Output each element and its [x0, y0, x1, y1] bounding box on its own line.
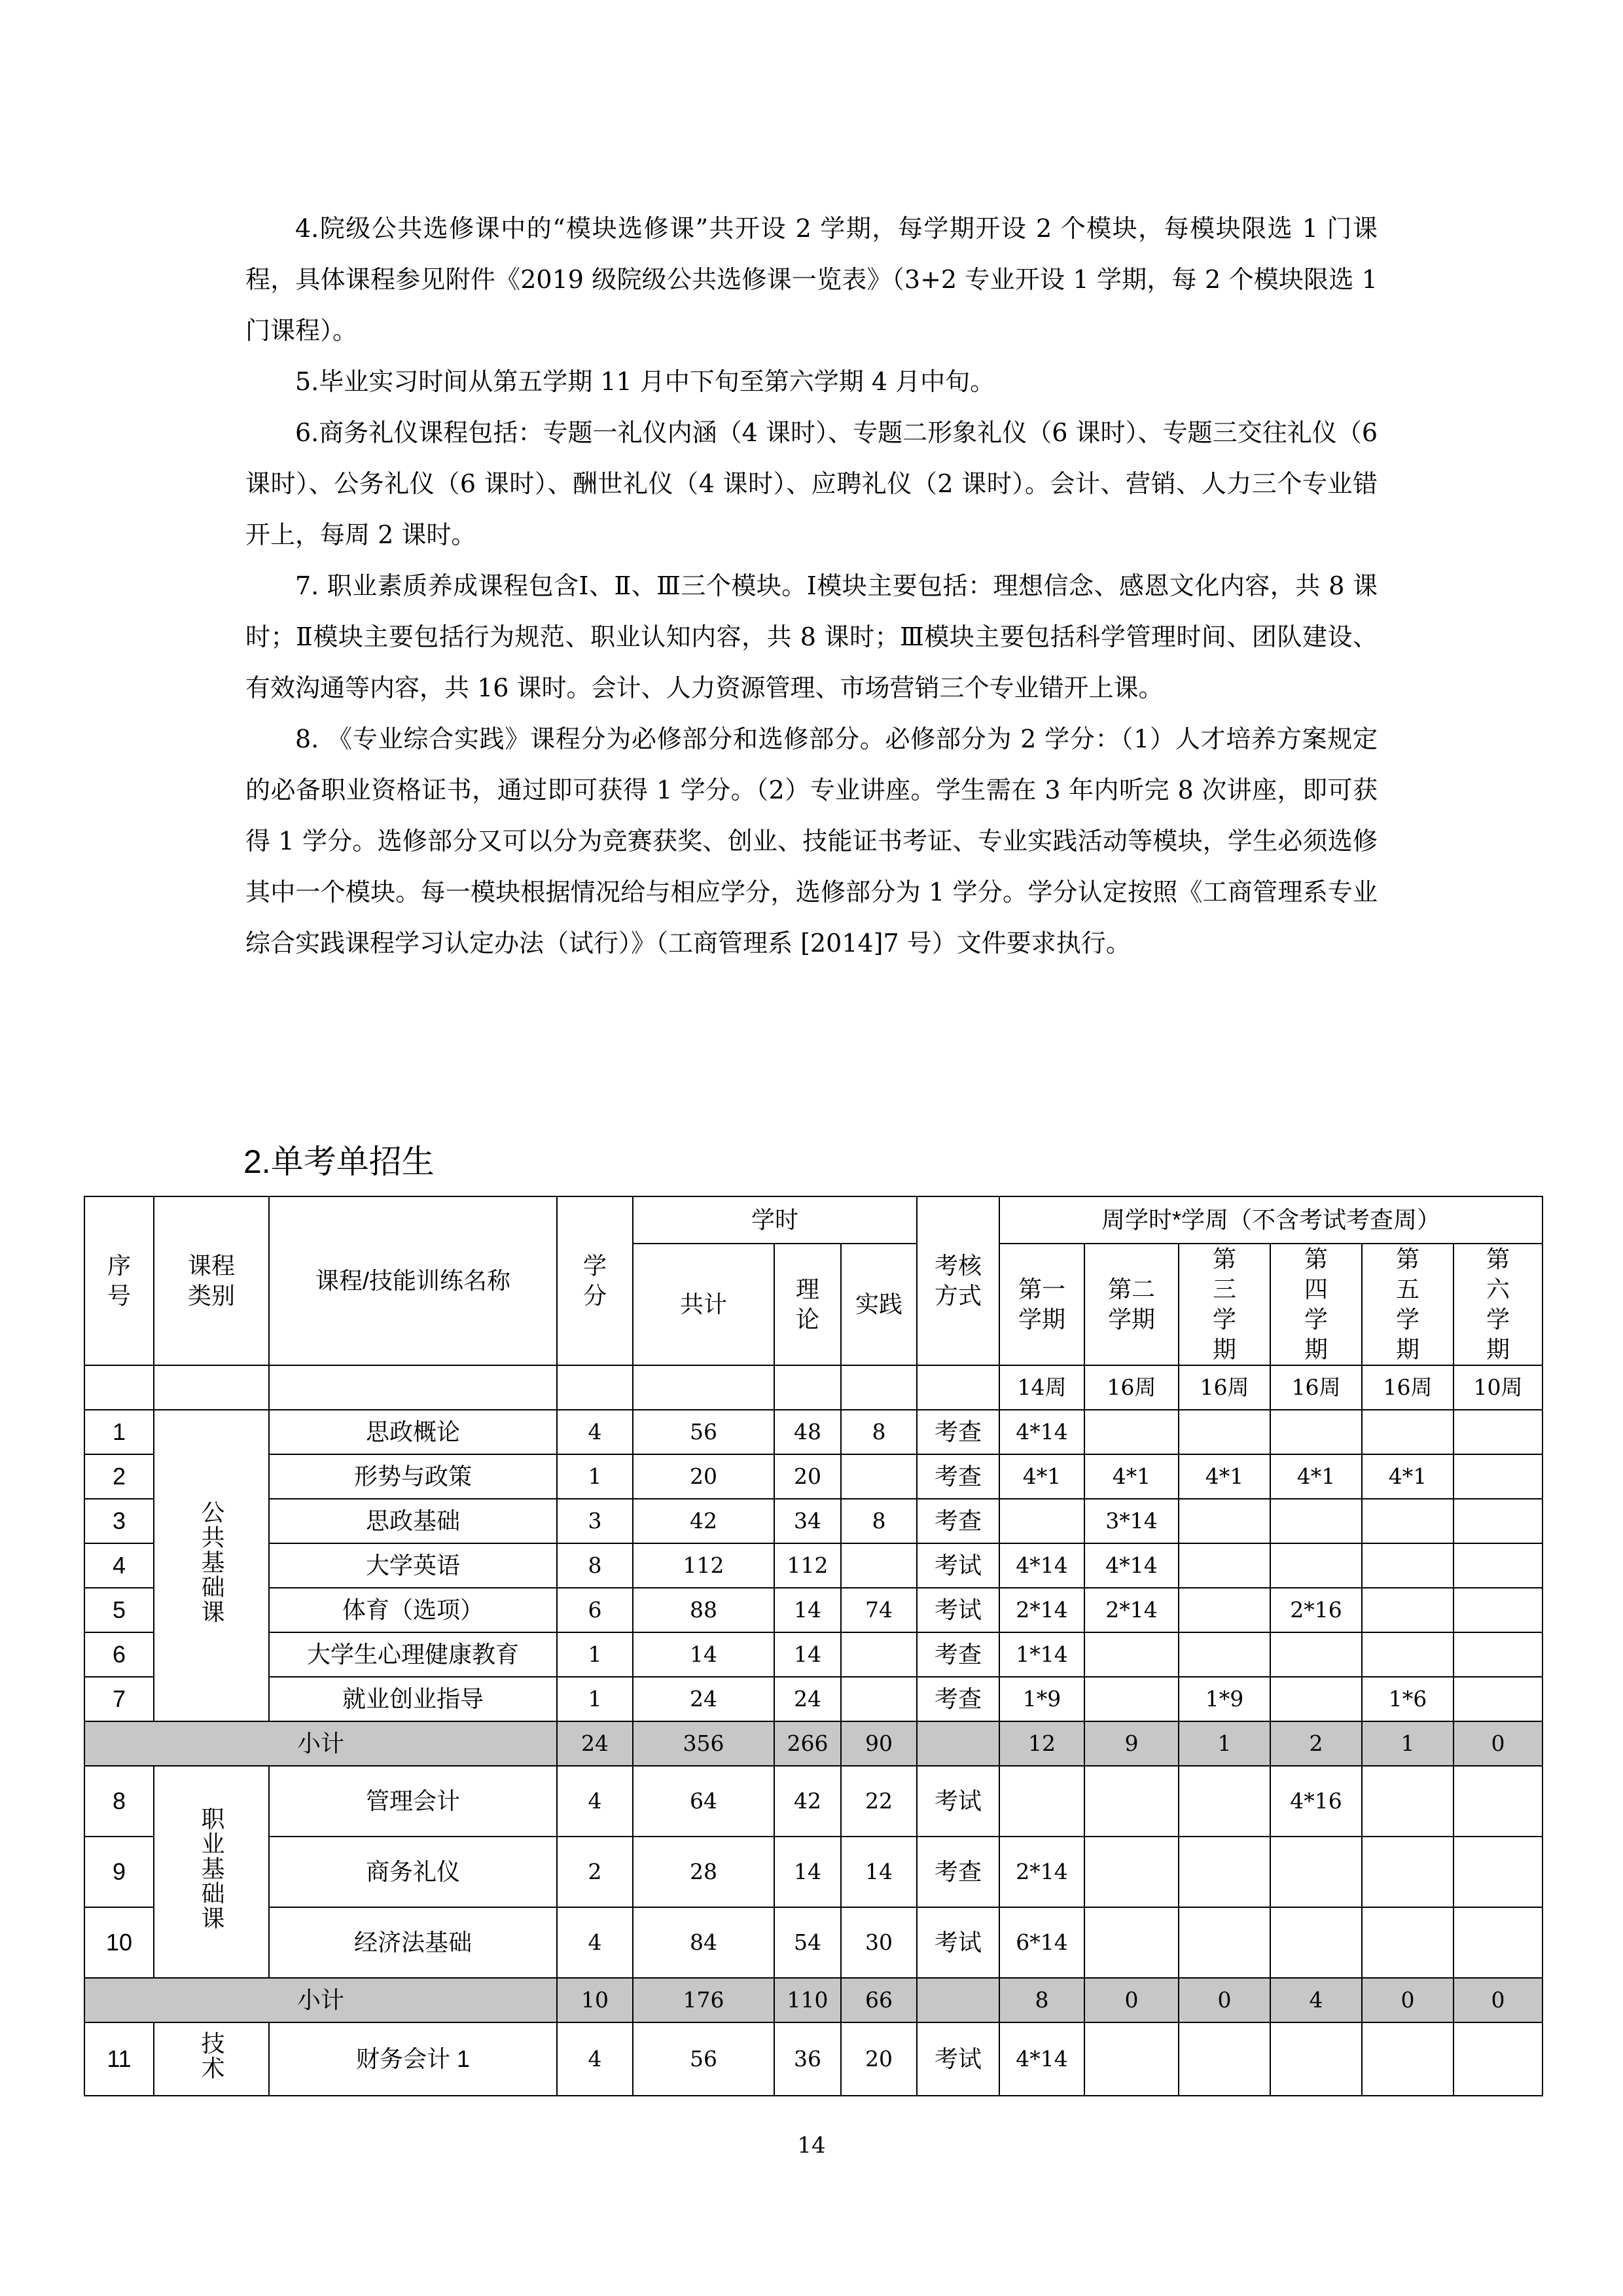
row-seq: 10	[84, 1907, 154, 1978]
semester-1-cell: 4*14	[999, 2022, 1084, 2096]
note-7: 7. 职业素质养成课程包含Ⅰ、Ⅱ、Ⅲ三个模块。Ⅰ模块主要包括：理想信念、感恩文化内容，共 8 课时；Ⅱ模块主要包括行为规范、职业认知内容，共 8 课时；Ⅲ模块主要包括科学管理时间、团队建设、有效沟通等内容，共 16 课时。会计、人力资源管理、市场营销三个专业错开上课。	[245, 571, 1378, 702]
course-name: 形势与政策	[269, 1454, 557, 1499]
semester-6-cell	[1454, 1677, 1543, 1721]
table-row	[84, 1907, 1543, 1978]
semester-6-cell	[1454, 1499, 1543, 1543]
semester-5-cell: 4*1	[1362, 1454, 1454, 1499]
subtotal-credit: 24	[557, 1721, 633, 1766]
semester-1-cell: 2*14	[999, 1588, 1084, 1632]
subtotal-semester-6: 0	[1454, 1721, 1543, 1766]
semester-3-cell	[1179, 2022, 1270, 2096]
semester-1-cell: 4*1	[999, 1454, 1084, 1499]
semester-6-cell	[1454, 1410, 1543, 1454]
practice-hours-cell: 22	[841, 1766, 917, 1837]
practice-hours-cell: 30	[841, 1907, 917, 1978]
course-name: 体育（选项）	[269, 1588, 557, 1632]
table-row	[84, 1632, 1543, 1677]
semester-2-cell	[1084, 1632, 1179, 1677]
header-weeks-2: 16周	[1084, 1365, 1179, 1410]
subtotal-semester-1: 12	[999, 1721, 1084, 1766]
header-exam: 考核方式	[917, 1196, 999, 1365]
total-hours-cell: 56	[633, 1410, 774, 1454]
semester-6-cell	[1454, 2022, 1543, 2096]
header-total: 共计	[633, 1244, 774, 1365]
course-name: 大学英语	[269, 1543, 557, 1588]
semester-3-cell	[1179, 1499, 1270, 1543]
semester-4-cell	[1270, 1677, 1362, 1721]
subtotal-exam	[917, 1978, 999, 2022]
header-sem-5: 第五学期	[1362, 1244, 1454, 1365]
theory-hours-cell: 48	[774, 1410, 841, 1454]
subtotal-label: 小计	[84, 1978, 557, 2022]
practice-hours-cell: 74	[841, 1588, 917, 1632]
practice-hours-cell: 14	[841, 1837, 917, 1907]
header-sem-2: 第二学期	[1084, 1244, 1179, 1365]
exam-type-cell: 考试	[917, 1543, 999, 1588]
header-weeks-5: 16周	[1362, 1365, 1454, 1410]
header-hours: 学时	[633, 1196, 917, 1244]
row-seq: 8	[84, 1766, 154, 1837]
subtotal-practice: 90	[841, 1721, 917, 1766]
subtotal-row	[84, 1978, 1543, 2022]
semester-6-cell	[1454, 1632, 1543, 1677]
subtotal-total: 176	[633, 1978, 774, 2022]
total-hours-cell: 20	[633, 1454, 774, 1499]
exam-type-cell: 考查	[917, 1499, 999, 1543]
header-seq: 序号	[84, 1196, 154, 1365]
subtotal-semester-2: 9	[1084, 1721, 1179, 1766]
credit-cell: 1	[557, 1454, 633, 1499]
subtotal-total: 356	[633, 1721, 774, 1766]
semester-1-cell: 4*14	[999, 1543, 1084, 1588]
row-seq: 7	[84, 1677, 154, 1721]
header-sem-3: 第三学期	[1179, 1244, 1270, 1365]
semester-5-cell	[1362, 1837, 1454, 1907]
semester-2-cell	[1084, 1766, 1179, 1837]
semester-5-cell	[1362, 1410, 1454, 1454]
row-seq: 2	[84, 1454, 154, 1499]
header-weeks-4: 16周	[1270, 1365, 1362, 1410]
theory-hours-cell: 24	[774, 1677, 841, 1721]
course-name: 财务会计 1	[269, 2022, 557, 2096]
semester-2-cell: 4*14	[1084, 1543, 1179, 1588]
semester-3-cell	[1179, 1632, 1270, 1677]
practice-hours-cell	[841, 1632, 917, 1677]
theory-hours-cell: 14	[774, 1632, 841, 1677]
credit-cell: 2	[557, 1837, 633, 1907]
total-hours-cell: 24	[633, 1677, 774, 1721]
semester-6-cell	[1454, 1766, 1543, 1837]
note-6: 6.商务礼仪课程包括：专题一礼仪内涵（4 课时）、专题二形象礼仪（6 课时）、专题三交往礼仪（6 课时）、公务礼仪（6 课时）、酬世礼仪（4 课时）、应聘礼仪（2 课时）。会计、营销、人力三个专业错开上，每周 2 课时。	[245, 418, 1378, 549]
category-cell	[154, 2022, 269, 2096]
semester-4-cell	[1270, 1410, 1362, 1454]
subtotal-semester-3: 1	[1179, 1721, 1270, 1766]
note-5: 5.毕业实习时间从第五学期 11 月中下旬至第六学期 4 月中旬。	[295, 367, 995, 396]
semester-2-cell	[1084, 1837, 1179, 1907]
table-row	[84, 1499, 1543, 1543]
header-sem-1: 第一学期	[999, 1244, 1084, 1365]
row-seq: 9	[84, 1837, 154, 1907]
total-hours-cell: 84	[633, 1907, 774, 1978]
table-row	[84, 1588, 1543, 1632]
semester-6-cell	[1454, 1837, 1543, 1907]
exam-type-cell: 考查	[917, 1837, 999, 1907]
semester-5-cell	[1362, 2022, 1454, 2096]
credit-cell: 1	[557, 1677, 633, 1721]
theory-hours-cell: 20	[774, 1454, 841, 1499]
credit-cell: 4	[557, 1410, 633, 1454]
course-name: 大学生心理健康教育	[269, 1632, 557, 1677]
theory-hours-cell: 34	[774, 1499, 841, 1543]
subtotal-semester-4: 4	[1270, 1978, 1362, 2022]
header-weeks-3: 16周	[1179, 1365, 1270, 1410]
subtotal-credit: 10	[557, 1978, 633, 2022]
total-hours-cell: 42	[633, 1499, 774, 1543]
exam-type-cell: 考查	[917, 1410, 999, 1454]
semester-1-cell: 2*14	[999, 1837, 1084, 1907]
exam-type-cell: 考查	[917, 1454, 999, 1499]
semester-3-cell: 4*1	[1179, 1454, 1270, 1499]
semester-2-cell: 3*14	[1084, 1499, 1179, 1543]
semester-3-cell: 1*9	[1179, 1677, 1270, 1721]
subtotal-row	[84, 1721, 1543, 1766]
credit-cell: 3	[557, 1499, 633, 1543]
page-number: 14	[797, 2132, 826, 2159]
section-title: 2.单考单招生	[243, 1143, 435, 1180]
course-name: 经济法基础	[269, 1907, 557, 1978]
practice-hours-cell: 8	[841, 1410, 917, 1454]
credit-cell: 4	[557, 1766, 633, 1837]
header-sem-4: 第四学期	[1270, 1244, 1362, 1365]
semester-6-cell	[1454, 1588, 1543, 1632]
semester-1-cell	[999, 1499, 1084, 1543]
semester-5-cell	[1362, 1588, 1454, 1632]
semester-3-cell	[1179, 1410, 1270, 1454]
row-seq: 1	[84, 1410, 154, 1454]
subtotal-semester-5: 0	[1362, 1978, 1454, 2022]
notes-section	[245, 203, 1378, 969]
practice-hours-cell: 20	[841, 2022, 917, 2096]
table-row	[84, 1543, 1543, 1588]
semester-4-cell	[1270, 1632, 1362, 1677]
semester-5-cell	[1362, 1543, 1454, 1588]
subtotal-semester-5: 1	[1362, 1721, 1454, 1766]
table-row	[84, 1837, 1543, 1907]
header-weeks-1: 14周	[999, 1365, 1084, 1410]
header-credit: 学分	[557, 1196, 633, 1365]
category-cell	[154, 1410, 269, 1721]
header-weekly: 周学时*学周（不含考试考查周）	[999, 1196, 1543, 1244]
subtotal-theory: 110	[774, 1978, 841, 2022]
exam-type-cell: 考试	[917, 1907, 999, 1978]
semester-1-cell: 6*14	[999, 1907, 1084, 1978]
semester-6-cell	[1454, 1454, 1543, 1499]
course-name: 思政概论	[269, 1410, 557, 1454]
semester-1-cell	[999, 1766, 1084, 1837]
course-name: 商务礼仪	[269, 1837, 557, 1907]
header-name: 课程/技能训练名称	[269, 1196, 557, 1365]
semester-3-cell	[1179, 1543, 1270, 1588]
semester-1-cell: 4*14	[999, 1410, 1084, 1454]
header-category: 课程类别	[154, 1196, 269, 1365]
semester-2-cell	[1084, 1907, 1179, 1978]
semester-2-cell	[1084, 1410, 1179, 1454]
theory-hours-cell: 14	[774, 1588, 841, 1632]
header-practice: 实践	[841, 1244, 917, 1365]
exam-type-cell: 考查	[917, 1677, 999, 1721]
semester-6-cell	[1454, 1543, 1543, 1588]
header-weeks-row	[84, 1365, 1543, 1410]
semester-2-cell: 4*1	[1084, 1454, 1179, 1499]
note-4: 4.院级公共选修课中的“模块选修课”共开设 2 学期，每学期开设 2 个模块，每模块限选 1 门课程，具体课程参见附件《2019 级院级公共选修课一览表》（3+2 专业开设 1 学期，每 2 个模块限选 1 门课程）。	[245, 214, 1378, 345]
theory-hours-cell: 36	[774, 2022, 841, 2096]
total-hours-cell: 14	[633, 1632, 774, 1677]
category-label: 职业基础课	[198, 1806, 225, 1931]
semester-5-cell	[1362, 1499, 1454, 1543]
subtotal-semester-2: 0	[1084, 1978, 1179, 2022]
category-label: 技术	[198, 2030, 225, 2081]
semester-6-cell	[1454, 1907, 1543, 1978]
credit-cell: 4	[557, 1907, 633, 1978]
total-hours-cell: 64	[633, 1766, 774, 1837]
table-row	[84, 1454, 1543, 1499]
header-theory: 理论	[774, 1244, 841, 1365]
practice-hours-cell: 8	[841, 1499, 917, 1543]
course-name: 就业创业指导	[269, 1677, 557, 1721]
row-seq: 11	[84, 2022, 154, 2096]
semester-3-cell	[1179, 1907, 1270, 1978]
exam-type-cell: 考查	[917, 1632, 999, 1677]
subtotal-semester-1: 8	[999, 1978, 1084, 2022]
theory-hours-cell: 42	[774, 1766, 841, 1837]
row-seq: 4	[84, 1543, 154, 1588]
course-name: 思政基础	[269, 1499, 557, 1543]
subtotal-semester-6: 0	[1454, 1978, 1543, 2022]
exam-type-cell: 考试	[917, 2022, 999, 2096]
table-row	[84, 1677, 1543, 1721]
total-hours-cell: 112	[633, 1543, 774, 1588]
semester-4-cell	[1270, 2022, 1362, 2096]
subtotal-semester-4: 2	[1270, 1721, 1362, 1766]
semester-5-cell	[1362, 1632, 1454, 1677]
semester-5-cell	[1362, 1766, 1454, 1837]
theory-hours-cell: 14	[774, 1837, 841, 1907]
semester-5-cell: 1*6	[1362, 1677, 1454, 1721]
semester-4-cell	[1270, 1499, 1362, 1543]
row-seq: 3	[84, 1499, 154, 1543]
header-weeks-6: 10周	[1454, 1365, 1543, 1410]
semester-5-cell	[1362, 1907, 1454, 1978]
header-sem-6: 第六学期	[1454, 1244, 1543, 1365]
semester-4-cell: 4*1	[1270, 1454, 1362, 1499]
practice-hours-cell	[841, 1677, 917, 1721]
row-seq: 5	[84, 1588, 154, 1632]
semester-4-cell	[1270, 1543, 1362, 1588]
credit-cell: 4	[557, 2022, 633, 2096]
credit-cell: 6	[557, 1588, 633, 1632]
course-name: 管理会计	[269, 1766, 557, 1837]
subtotal-semester-3: 0	[1179, 1978, 1270, 2022]
note-8: 8. 《专业综合实践》课程分为必修部分和选修部分。必修部分为 2 学分：（1）人才培养方案规定的必备职业资格证书，通过即可获得 1 学分。（2）专业讲座。学生需在 3 年内听完 8 次讲座，即可获得 1 学分。选修部分又可以分为竞赛获奖、创业、技能证书考证、专业实践活动等模块，学生必须选修其中一个模块。每一模块根据情况给与相应学分，选修部分为 1 学分。学分认定按照《工商管理系专业综合实践课程学习认定办法（试行）》（工商管理系 [2014]7 号）文件要求执行。	[245, 725, 1378, 958]
total-hours-cell: 88	[633, 1588, 774, 1632]
practice-hours-cell	[841, 1543, 917, 1588]
table-row	[84, 1766, 1543, 1837]
practice-hours-cell	[841, 1454, 917, 1499]
table-row	[84, 1410, 1543, 1454]
subtotal-practice: 66	[841, 1978, 917, 2022]
total-hours-cell: 28	[633, 1837, 774, 1907]
header-row-1	[84, 1196, 1543, 1244]
total-hours-cell: 56	[633, 2022, 774, 2096]
category-cell	[154, 1766, 269, 1978]
semester-2-cell: 2*14	[1084, 1588, 1179, 1632]
exam-type-cell: 考试	[917, 1766, 999, 1837]
semester-3-cell	[1179, 1588, 1270, 1632]
semester-1-cell: 1*14	[999, 1632, 1084, 1677]
subtotal-label: 小计	[84, 1721, 557, 1766]
semester-2-cell	[1084, 2022, 1179, 2096]
table-row	[84, 2022, 1543, 2096]
semester-4-cell	[1270, 1837, 1362, 1907]
credit-cell: 1	[557, 1632, 633, 1677]
category-label: 公共基础课	[198, 1499, 225, 1624]
credit-cell: 8	[557, 1543, 633, 1588]
semester-2-cell	[1084, 1677, 1179, 1721]
subtotal-exam	[917, 1721, 999, 1766]
semester-3-cell	[1179, 1837, 1270, 1907]
semester-1-cell: 1*9	[999, 1677, 1084, 1721]
row-seq: 6	[84, 1632, 154, 1677]
exam-type-cell: 考试	[917, 1588, 999, 1632]
semester-3-cell	[1179, 1766, 1270, 1837]
theory-hours-cell: 54	[774, 1907, 841, 1978]
semester-4-cell: 2*16	[1270, 1588, 1362, 1632]
theory-hours-cell: 112	[774, 1543, 841, 1588]
course-table	[84, 1196, 1543, 2096]
subtotal-theory: 266	[774, 1721, 841, 1766]
semester-4-cell: 4*16	[1270, 1766, 1362, 1837]
semester-4-cell	[1270, 1907, 1362, 1978]
